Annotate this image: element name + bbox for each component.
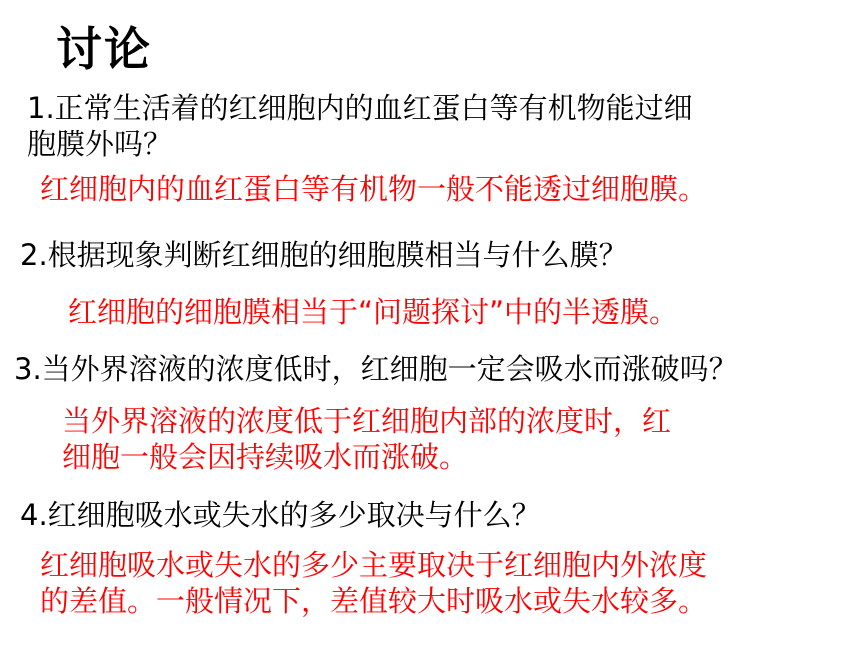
- question-1-line-1: 1.正常生活着的红细胞内的血红蛋白等有机物能过细: [27, 91, 693, 125]
- answer-3-line-1: 当外界溶液的浓度低于红细胞内部的浓度时，红: [62, 404, 672, 438]
- question-3: [14, 351, 738, 387]
- answer-4: [40, 547, 707, 620]
- answer-3: [62, 403, 671, 476]
- question-1-line-2: 胞膜外吗？: [27, 127, 173, 162]
- question-2: [20, 237, 628, 273]
- answer-1: [40, 171, 707, 207]
- answer-4-line-2: 的差值。一般情况下，差值较大时吸水或失水较多。: [40, 584, 708, 619]
- question-4-line-1: 4.红细胞吸水或失水的多少取决与什么？: [20, 498, 541, 532]
- question-2-line-1: 2.根据现象判断红细胞的细胞膜相当与什么膜？: [20, 238, 628, 272]
- answer-4-line-1: 红细胞吸水或失水的多少主要取决于红细胞内外浓度: [40, 548, 708, 582]
- question-4: [20, 497, 541, 533]
- slide-title: 讨论: [56, 22, 152, 76]
- answer-2-line-1: 红细胞的细胞膜相当于“问题探讨”中的半透膜。: [68, 295, 679, 329]
- answer-1-line-1: 红细胞内的血红蛋白等有机物一般不能透过细胞膜。: [40, 172, 708, 206]
- question-3-line-1: 3.当外界溶液的浓度低时，红细胞一定会吸水而涨破吗？: [14, 352, 738, 386]
- answer-2: [68, 294, 678, 330]
- question-1: [27, 90, 693, 163]
- answer-3-line-2: 细胞一般会因持续吸水而涨破。: [62, 440, 469, 475]
